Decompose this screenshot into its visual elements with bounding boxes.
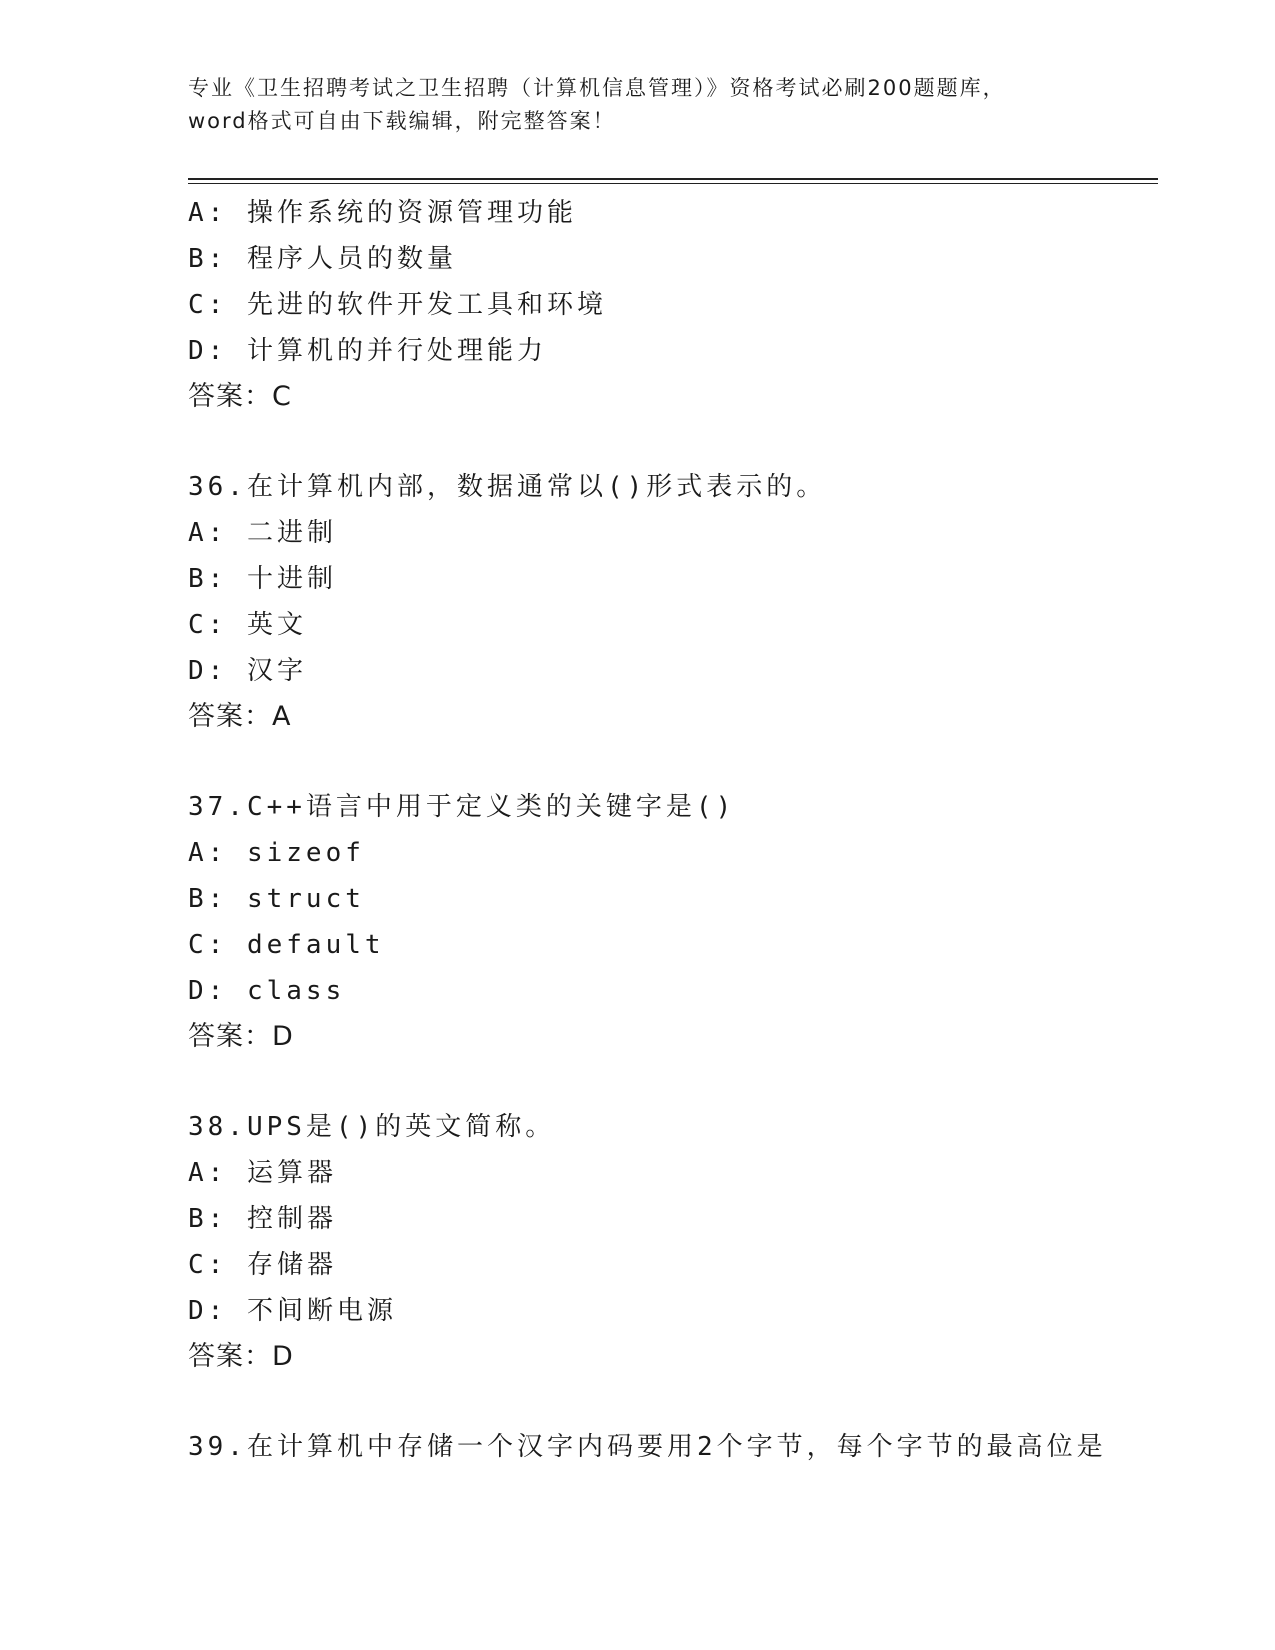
option-a: A: 操作系统的资源管理功能 xyxy=(188,198,577,228)
option-b: B: 十进制 xyxy=(188,564,337,594)
option-a: A: sizeof xyxy=(188,838,365,868)
document-header xyxy=(188,72,1088,138)
header-line-2: word格式可自由下载编辑，附完整答案！ xyxy=(188,109,616,133)
answer: 答案：A xyxy=(188,701,292,732)
question-content xyxy=(188,190,1168,1470)
question-35-tail xyxy=(188,190,1168,420)
option-c: C: 存储器 xyxy=(188,1250,337,1280)
option-a: A: 二进制 xyxy=(188,518,337,548)
option-c: C: default xyxy=(188,930,385,960)
option-d: D: 不间断电源 xyxy=(188,1296,397,1326)
spacer xyxy=(188,1060,1168,1104)
question-text: 38.UPS是()的英文简称。 xyxy=(188,1112,556,1142)
option-c: C: 先进的软件开发工具和环境 xyxy=(188,290,607,320)
spacer xyxy=(188,420,1168,464)
answer: 答案：C xyxy=(188,381,292,412)
question-text: 39.在计算机中存储一个汉字内码要用2个字节，每个字节的最高位是 xyxy=(188,1432,1107,1462)
answer: 答案：D xyxy=(188,1021,294,1052)
spacer xyxy=(188,740,1168,784)
option-d: D: 计算机的并行处理能力 xyxy=(188,336,547,366)
option-b: B: 控制器 xyxy=(188,1204,337,1234)
option-a: A: 运算器 xyxy=(188,1158,337,1188)
option-d: D: 汉字 xyxy=(188,656,307,686)
option-c: C: 英文 xyxy=(188,610,307,640)
question-36 xyxy=(188,464,1168,740)
question-37 xyxy=(188,784,1168,1060)
answer: 答案：D xyxy=(188,1341,294,1372)
question-text: 37.C++语言中用于定义类的关键字是() xyxy=(188,792,736,822)
question-text: 36.在计算机内部，数据通常以()形式表示的。 xyxy=(188,472,827,502)
question-39 xyxy=(188,1424,1168,1470)
spacer xyxy=(188,1380,1168,1424)
option-b: B: struct xyxy=(188,884,365,914)
header-rule-thick xyxy=(188,178,1158,180)
header-rule-thin xyxy=(188,183,1158,184)
option-d: D: class xyxy=(188,976,346,1006)
header-line-1: 专业《卫生招聘考试之卫生招聘（计算机信息管理）》资格考试必刷200题题库， xyxy=(188,76,1006,100)
question-38 xyxy=(188,1104,1168,1380)
option-b: B: 程序人员的数量 xyxy=(188,244,457,274)
